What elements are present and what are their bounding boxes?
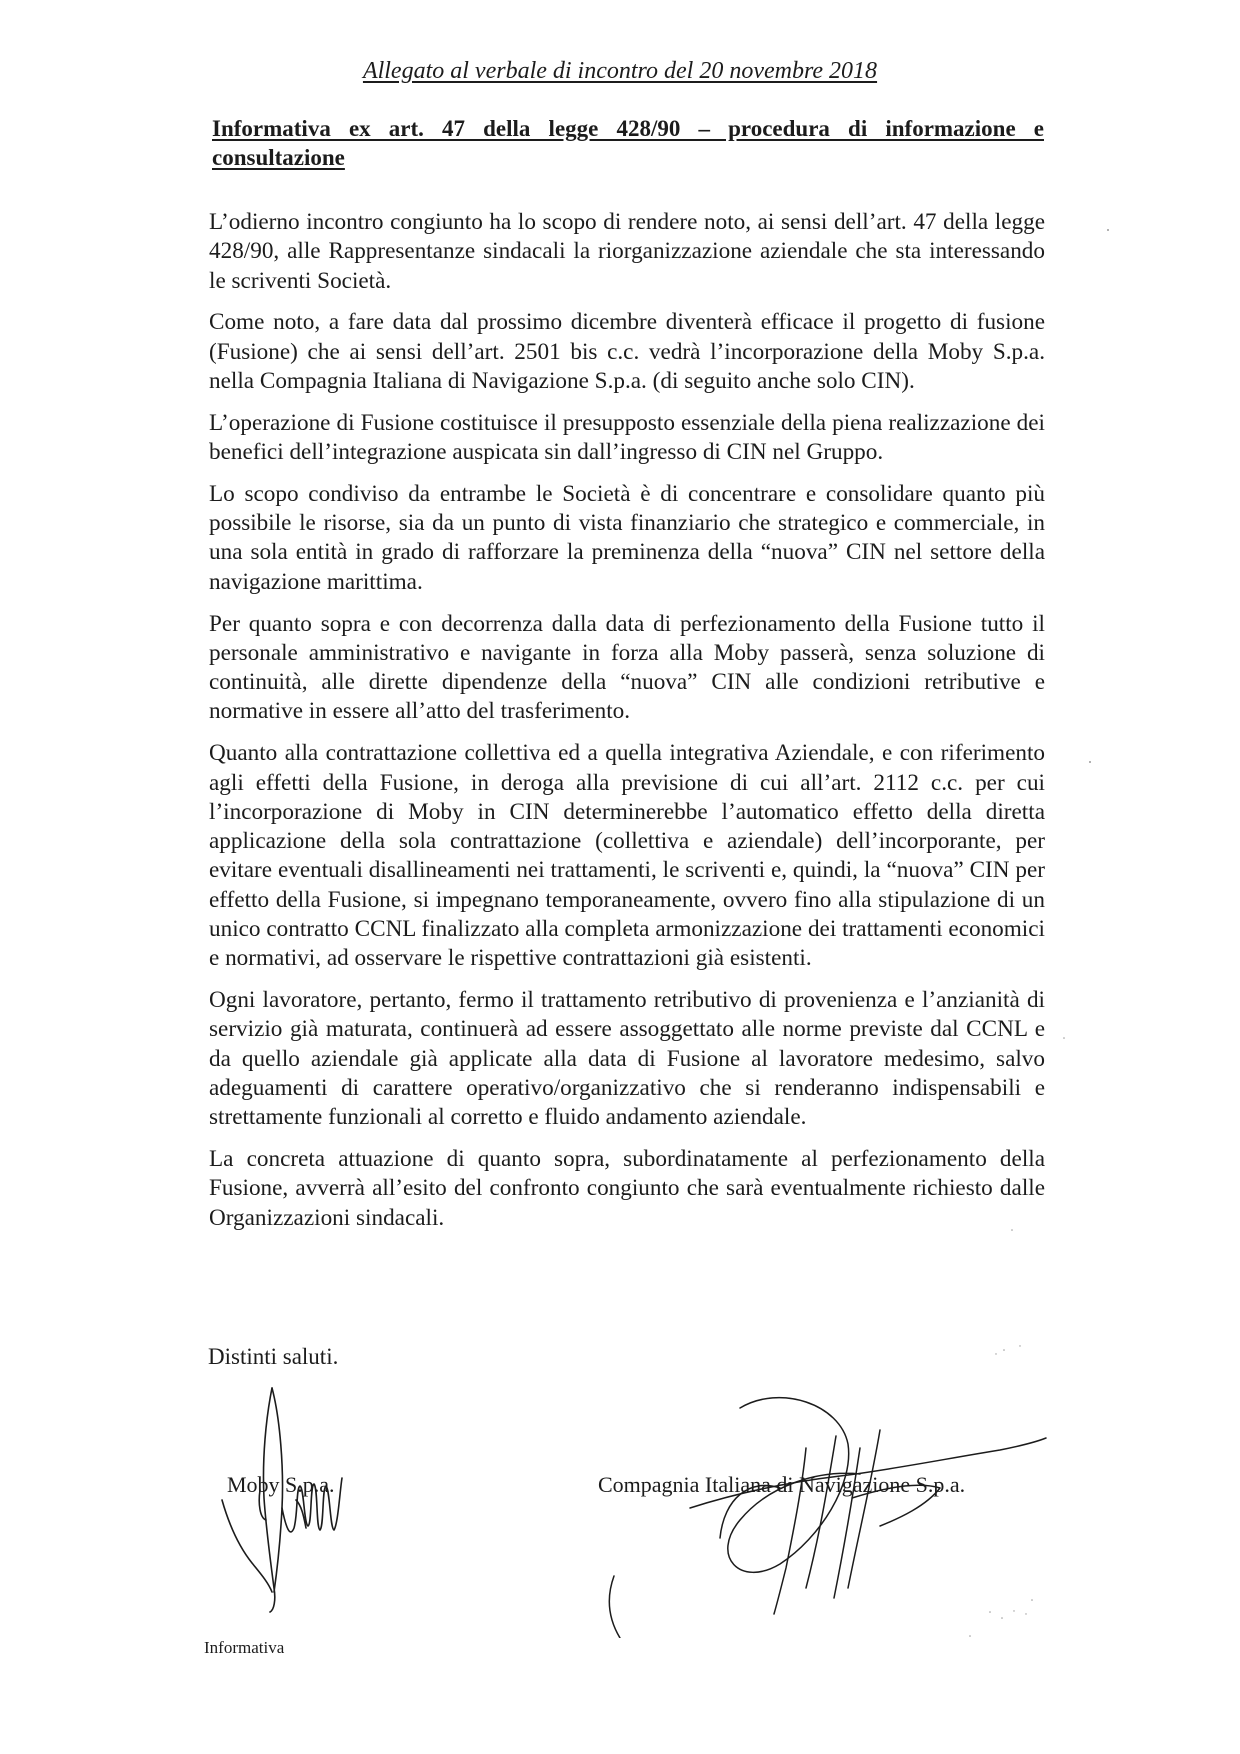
signatory-cin-label: Compagnia Italiana di Navigazione S.p.a. (598, 1472, 966, 1497)
document-subject: Informativa ex art. 47 della legge 428/90 – procedura di informazione e consultazione (212, 116, 1044, 170)
paragraph-7: Ogni lavoratore, pertanto, fermo il trattamento retributivo di provenienza e l’anzianità di servizio già maturata, continuerà ad essere assoggettato alle norme previste dal CCNL e da quello aziendale già applicate alla data di Fusione al lavoratore medesimo, salvo adeguamenti di carattere operativo/organizzativo che si renderanno indispensabili e strettamente funzionali al corretto e fluido andamento aziendale. (209, 987, 1045, 1131)
footer-note: Informativa (204, 1638, 285, 1657)
paragraph-2: Come noto, a fare data dal prossimo dicembre diventerà efficace il progetto di fusione (Fusione) che ai sensi dell’art. 2501 bis c.c. vedrà l’incorporazione della Moby S.p.a. nella Compagnia Italiana di Navigazione S.p.a. (di seguito anche solo CIN). (209, 309, 1045, 394)
cin-signature (590, 1388, 1050, 1638)
closing-salutation: Distinti saluti. (208, 1344, 339, 1369)
header-note: Allegato al verbale di incontro del 20 novembre 2018 (362, 58, 878, 84)
paragraph-8: La concreta attuazione di quanto sopra, subordinatamente al perfezionamento della Fusione, avverrà all’esito del confronto congiunto che sarà eventualmente richiesto dalle Organizzazioni sindacali. (209, 1146, 1045, 1231)
paragraph-4: Lo scopo condiviso da entrambe le Società è di concentrare e consolidare quanto più possibile le risorse, sia da un punto di vista finanziario che strategico e commerciale, in una sola entità in grado di rafforzare la preminenza della “nuova” CIN nel settore della navigazione marittima. (209, 480, 1045, 595)
paragraph-3: L’operazione di Fusione costituisce il presupposto essenziale della piena realizzazione dei benefici dell’integrazione auspicata sin dall’ingresso di CIN nel Gruppo. (209, 409, 1045, 466)
paragraph-5: Per quanto sopra e con decorrenza dalla data di perfezionamento della Fusione tutto il personale amministrativo e navigante in forza alla Moby passerà, senza soluzione di continuità, alle dirette dipendenze della “nuova” CIN alle condizioni retributive e normative in essere all’atto del trasferimento. (209, 610, 1045, 725)
paragraph-1: L’odierno incontro congiunto ha lo scopo di rendere noto, ai sensi dell’art. 47 della legge 428/90, alle Rappresentanze sindacali la riorganizzazione aziendale che sta interessando le scriventi Società. (209, 209, 1045, 294)
paragraph-6: Quanto alla contrattazione collettiva ed a quella integrativa Aziendale, e con riferimento agli effetti della Fusione, in deroga alla previsione di cui all’art. 2112 c.c. per cui l’incorporazione di Moby in CIN determinerebbe l’automatico effetto della diretta applicazione della sola contrattazione (collettiva e aziendale) dell’incorporante, per evitare eventuali disallineamenti nei trattamenti, le scriventi e, quindi, la “nuova” CIN per effetto della Fusione, si impegnano temporaneamente, ovvero fino alla stipulazione di un unico contratto CCNL finalizzato alla completa armonizzazione dei trattamenti economici e normativi, ad osservare le rispettive contrattazioni già esistenti. (209, 740, 1045, 972)
document-body (209, 208, 1045, 1246)
signatory-moby-label: Moby S.p.a. (227, 1472, 335, 1497)
moby-signature (200, 1378, 400, 1618)
